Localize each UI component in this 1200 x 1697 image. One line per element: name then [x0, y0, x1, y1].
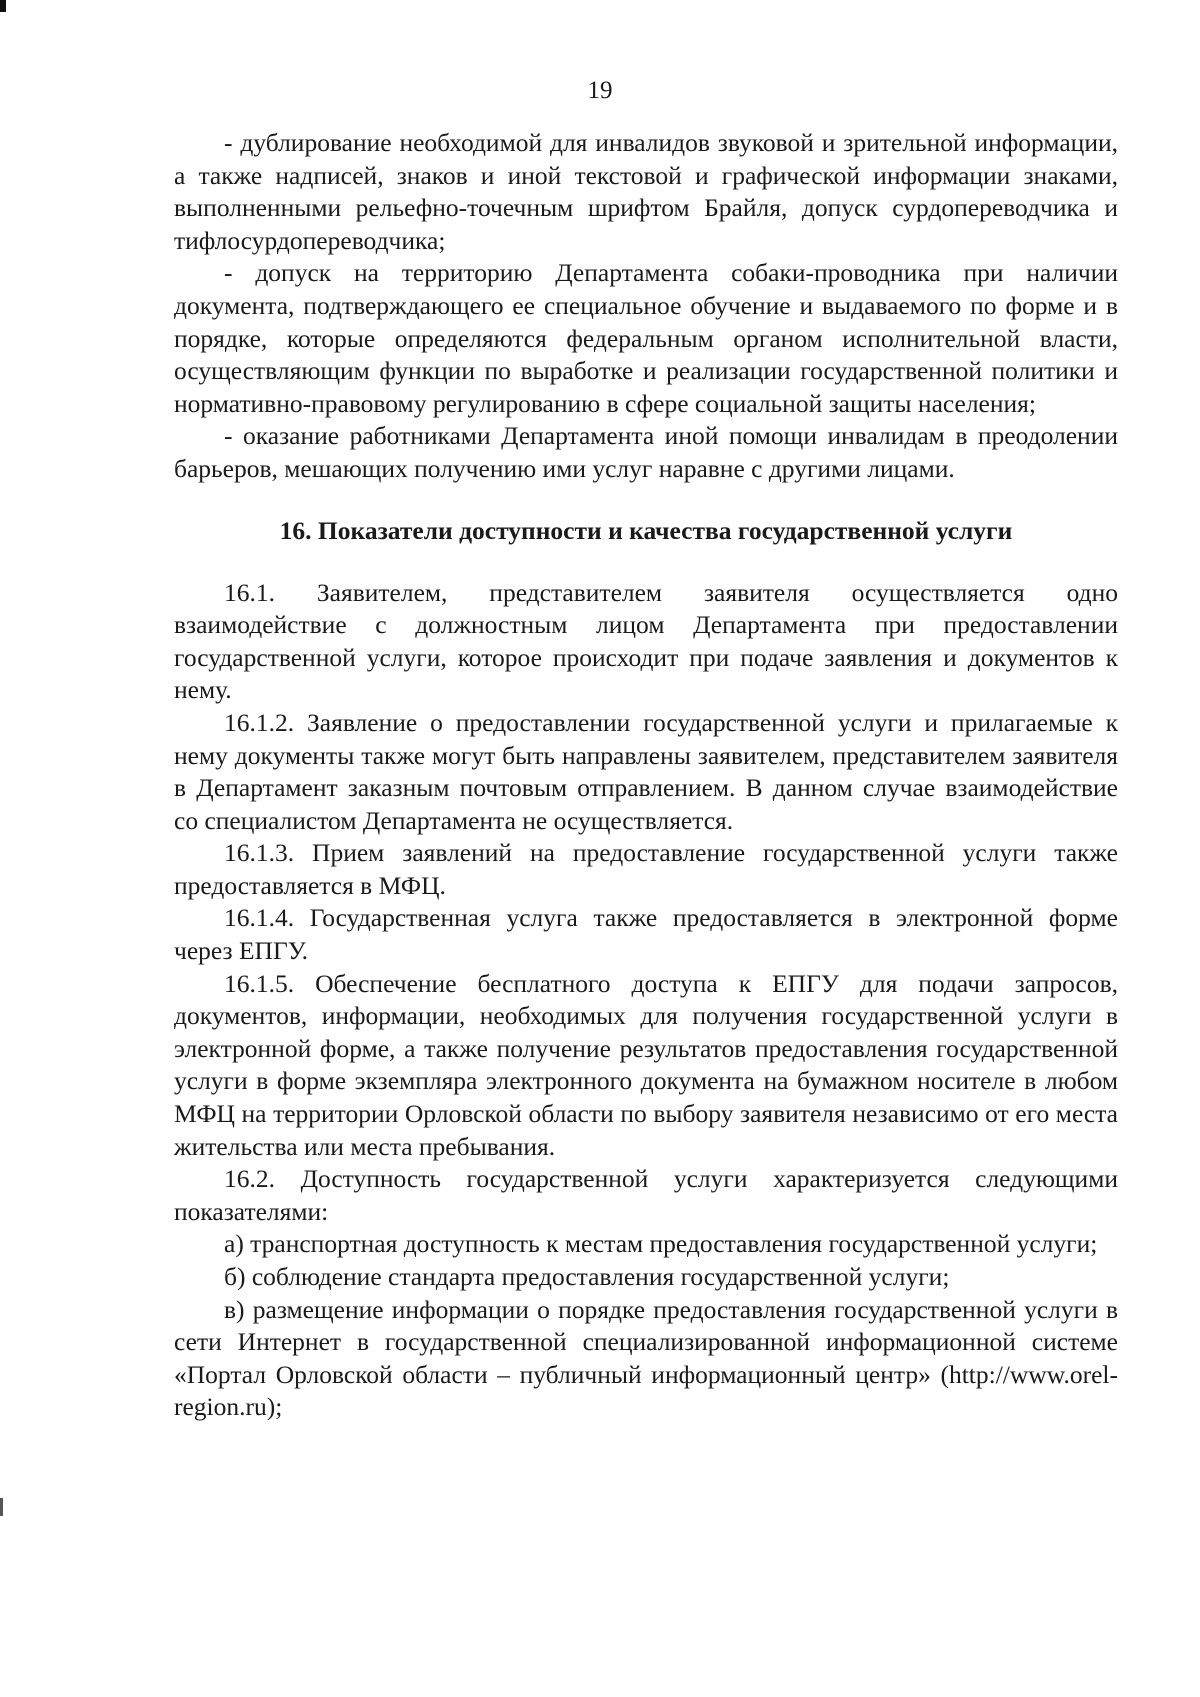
document-body: [174, 127, 1118, 1424]
paragraph-staff-assistance: - оказание работниками Департамента иной помощи инвалидам в преодолении барьеров, мешающих получению ими услуг наравне с другими лицами.: [174, 421, 1118, 483]
paragraph-16-1-5: 16.1.5. Обеспечение бесплатного доступа к ЕПГУ для подачи запросов, документов, информации, необходимых для получения государственной услуги в электронной форме, а также получение результатов предоставления государственной услуги в форме экземпляра электронного документа на бумажном носителе в любом МФЦ на территории Орловской области по выбору заявителя независимо от его места жительства или места пребывания.: [174, 968, 1118, 1161]
paragraph-16-2: 16.2. Доступность государственной услуги характеризуется следующими показателями:: [174, 1164, 1118, 1226]
section-heading: 16. Показатели доступности и качества государственной услуги: [279, 515, 1013, 545]
scan-corner-mark: [0, 0, 6, 12]
paragraph-braille-duplication: - дублирование необходимой для инвалидов звуковой и зрительной информации, а также надписей, знаков и иной текстовой и графической информации знаками, выполненными рельефно-точечным шрифтом Брайля, допуск сурдопереводчика и тифлосурдопереводчика;: [174, 128, 1118, 255]
list-item-v: в) размещение информации о порядке предоставления государственной услуги в сети Интернет в государственной специализированной информационной системе «Портал Орловской области – публичный информационный центр» (http://www.orel-region.ru);: [174, 1294, 1118, 1422]
page-number: 19: [587, 77, 613, 104]
list-item-b: б) соблюдение стандарта предоставления государственной услуги;: [224, 1262, 950, 1291]
paragraph-16-1: 16.1. Заявителем, представителем заявителя осуществляется одно взаимодействие с должностным лицом Департамента при предоставлении государственной услуги, которое происходит при подаче заявления и документов к нему.: [174, 577, 1118, 705]
list-item-a: а) транспортная доступность к местам предоставления государственной услуги;: [224, 1229, 1098, 1259]
paragraph-16-1-2: 16.1.2. Заявление о предоставлении государственной услуги и прилагаемые к нему документы также могут быть направлены заявителем, представителем заявителя в Департамент заказным почтовым отправлением. В данном случае взаимодействие со специалистом Департамента не осуществляется.: [174, 707, 1118, 835]
paragraph-guide-dog-access: - допуск на территорию Департамента собаки-проводника при наличии документа, подтверждающего ее специальное обучение и выдаваемого по форме и в порядке, которые определяются федеральным органом исполнительной власти, осуществляющим функции по выработке и реализации государственной политики и нормативно-правовому регулированию в сфере социальной защиты населения;: [174, 258, 1118, 418]
paragraph-16-1-4: 16.1.4. Государственная услуга также предоставляется в электронной форме через ЕПГУ.: [174, 903, 1118, 966]
paragraph-16-1-3: 16.1.3. Прием заявлений на предоставление государственной услуги также предоставляется в МФЦ.: [174, 838, 1118, 900]
scan-edge-mark: [0, 1498, 3, 1516]
